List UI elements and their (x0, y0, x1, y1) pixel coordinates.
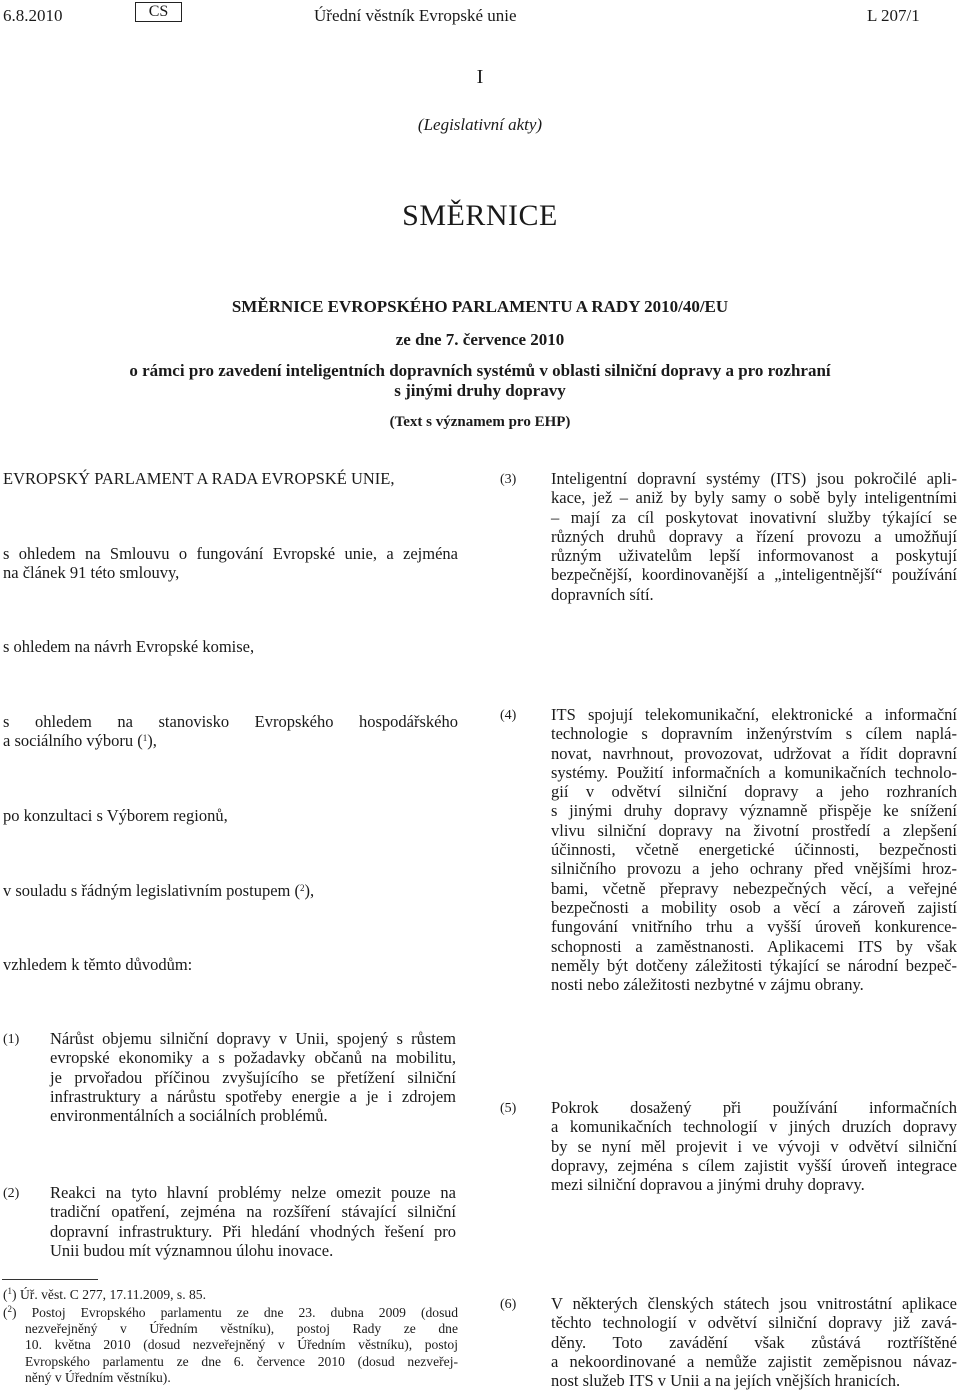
footnote-1-mark: 1 (7, 1286, 13, 1296)
recital-5-line: a komunikačních technologií v jiných druzích dopravy (551, 1117, 957, 1137)
recital-6-line: V některých členských státech jsou vnitrostátní aplikace (551, 1294, 957, 1313)
recital-4-line: schopnosti a zaměstnanosti. Aplikacemi ITS by však (551, 936, 957, 956)
section-subtitle: (Legislativní akty) (417, 115, 543, 134)
footnote-2-text: Postoj Evropského parlamentu ze dne 23. dubna 2009 (dosud (31, 1305, 458, 1320)
footnote-2-line: něný v Úředním věstníku). (25, 1369, 171, 1385)
recital-4-number: (4) (500, 708, 517, 723)
procedure-text: v souladu s řádným legislativním postupem ( (3, 881, 300, 900)
recital-2-line: Unii budou mít významnou úlohu inovace. (50, 1240, 334, 1260)
enacting-parties: EVROPSKÝ PARLAMENT A RADA EVROPSKÉ UNIE, (3, 469, 395, 488)
recital-2-line: tradiční opatření, zejména na rozšíření stávající silniční (50, 1202, 456, 1222)
recital-4-line: gií v odvětví silniční dopravy a jeho rozhraních (551, 782, 957, 802)
recital-3-number: (3) (500, 472, 517, 487)
recital-4-line: novat, navrhnout, provozovat, udržovat a řídit dopravní (551, 743, 957, 763)
citation-proposal: s ohledem na návrh Evropské komise, (3, 637, 255, 656)
header-date: 6.8.2010 (3, 6, 63, 25)
recital-6-line: těchto technologií v odvětví silniční dopravy již zavá- (551, 1313, 957, 1333)
citation-procedure (3, 881, 458, 900)
citation-treaty-line-1: s ohledem na Smlouvu o fungování Evropské unie, a zejména (3, 544, 458, 563)
citation-opinion-line-2 (3, 731, 458, 750)
recital-1-line: evropské ekonomiky a s požadavky občanů na mobilitu, (50, 1048, 456, 1068)
recital-4-line: silničního provozu a jeho ochrany před vnějšími hroz- (551, 859, 957, 879)
recital-4 (551, 705, 957, 994)
recital-6 (551, 1294, 957, 1390)
recital-4-line: s jinými druhy dopravy významně přispěje ke snížení (551, 801, 957, 821)
recital-6-line: a nekoordinované a nemůže zajistit zeměpisnou návaz- (551, 1351, 957, 1371)
section-number: I (476, 66, 484, 88)
recital-1-number: (1) (3, 1032, 20, 1047)
recital-4-line: vlivu silniční dopravy na životní prostředí a zlepšení (551, 820, 957, 840)
recital-3 (551, 469, 957, 604)
recital-6-number: (6) (500, 1297, 517, 1312)
subject-line-2: s jinými druhy dopravy (394, 381, 566, 400)
recital-5-line: Pokrok dosažený při používání informačních (551, 1098, 957, 1117)
recital-3-line: různých druhů dopravy a řízení provozu a umožňují (551, 526, 957, 546)
recital-4-line: nosti nebo záležitosti nezbytné v zájmu obrany. (551, 975, 864, 995)
recital-1-line: environmentálních a sociálních problémů. (50, 1106, 328, 1126)
eea-relevance: (Text s významem pro EHP) (389, 414, 571, 430)
recital-5-line: mezi silniční dopravou a jinými druhy dopravy. (551, 1175, 865, 1195)
footnote-1-text: Úř. věst. C 277, 17.11.2009, s. 85. (19, 1287, 206, 1302)
footnote-2-line: Evropského parlamentu ze dne 6. července 2010 (dosud nezveřej- (25, 1353, 458, 1369)
page-number: L 207/1 (867, 6, 920, 25)
opinion-end: ), (147, 731, 157, 751)
recital-4-line: ITS spojují telekomunikační, elektronické a informační (551, 705, 957, 724)
recital-3-line: kace, jež – aniž by byly samy o sobě byly inteligentními (551, 488, 957, 508)
footnote-2: ($^2$) Postoj Evropského parlamentu ze dne 23. dubna 2009 (dosud nezveřejněný v Úředním věstníku), postoj Rady ze dne 10. května 2010 (dosud nezveřejněný v Úředním věstníku), postoj Evropského parlamentu ze dne 6. července 2010 (dosud nezveřej- něný v Úředním věstníku). (3, 1304, 458, 1385)
document-type: SMĚRNICE (402, 199, 558, 232)
recital-4-line: bezpečnosti a mobility osob a věcí a zároveň zajistí (551, 897, 957, 917)
recital-2-line: dopravní infrastruktury. Při hledání vhodných řešení pro (50, 1221, 456, 1241)
recital-5-line: dopravy, zejména s cílem zajistit vyšší úroveň integrace (551, 1155, 957, 1175)
subject-line-1: o rámci pro zavedení inteligentních dopravních systémů v oblasti silniční dopravy a pro rozhraní (129, 361, 831, 380)
citation-opinion-line-1: s ohledem na stanovisko Evropského hospodářského (3, 712, 458, 731)
recital-4-line: neměly být dotčeny záležitosti týkající se národní bezpeč- (551, 955, 957, 975)
footnote-1: ($^1$) Úř. věst. C 277, 17.11.2009, s. 85. (3, 1286, 206, 1302)
citation-opinion (3, 712, 458, 751)
recital-4-line: systémy. Použití informačních a komunikačních technolo- (551, 762, 957, 782)
footnote-separator (2, 1279, 98, 1280)
footnote-2-line: nezveřejněný v Úředním věstníku), postoj Rady ze dne (25, 1321, 458, 1337)
whereas-intro: vzhledem k těmto důvodům: (3, 955, 193, 974)
directive-title: SMĚRNICE EVROPSKÉHO PARLAMENTU A RADY 2010/40/EU (231, 297, 729, 316)
recital-1-line: infrastruktury a nárůstu spotřeby energie a je i zdrojem (50, 1086, 456, 1106)
recital-4-line: fungování vnitřního trhu a vyšší úroveň konkurence- (551, 917, 957, 937)
recital-5 (551, 1098, 957, 1194)
recital-1-line: Nárůst objemu silniční dopravy v Unii, spojený s růstem (50, 1029, 456, 1048)
procedure-end: ), (304, 881, 315, 900)
directive-date: ze dne 7. července 2010 (395, 330, 565, 349)
recital-6-line: děny. Toto zavádění však zůstává roztříštěné (551, 1332, 957, 1352)
recital-3-line: různým uživatelům lepší informovanost a poskytují (551, 546, 957, 566)
recital-4-line: účinnosti, včetně energetické účinnosti, bezpečnosti (551, 840, 957, 860)
journal-title: Úřední věstník Evropské unie (314, 6, 517, 25)
recital-5-number: (5) (500, 1101, 517, 1116)
recital-4-line: bami, včetně přepravy nebezpečných věcí, a veřejné (551, 878, 957, 898)
recital-4-line: technologie s dopravním inženýrstvím s cílem naplá- (551, 724, 957, 744)
citation-treaty (3, 544, 458, 583)
recital-3-line: Inteligentní dopravní systémy (ITS) jsou pokročilé apli- (551, 469, 957, 488)
footnote-2-mark: 2 (7, 1304, 13, 1314)
recital-1-line: je prvořadou příčinou zvyšujícího se přetížení silniční (50, 1067, 456, 1087)
language-badge: CS (135, 2, 182, 22)
recital-2-number: (2) (3, 1186, 20, 1201)
recital-6-line: nost služeb ITS v Unii a na jejích vnějších hranicích. (551, 1371, 901, 1391)
directive-subject (0, 361, 960, 401)
footnote-ref-1: 1 (142, 733, 148, 744)
footnote-ref-2: 2 (299, 883, 305, 893)
recital-2-line: Reakci na tyto hlavní problémy nelze omezit pouze na (50, 1183, 456, 1202)
footnote-2-line: 10. května 2010 (dosud nezveřejněný v Úředním věstníku), postoj (25, 1337, 458, 1353)
recital-1 (50, 1029, 456, 1125)
recital-5-line: by se nyní měl projevit i ve vývoji v odvětví silniční (551, 1136, 957, 1156)
recital-2 (50, 1183, 456, 1260)
opinion-text: a sociálního výboru ( (3, 731, 143, 751)
citation-regions: po konzultaci s Výborem regionů, (3, 806, 228, 825)
recital-3-line: bezpečnější, koordinovanější a „inteligentnější“ používání (551, 565, 957, 585)
recital-3-line: dopravních sítí. (551, 584, 654, 604)
recital-3-line: – mají za cíl poskytovat inovativní služby týkající se (551, 507, 957, 527)
citation-treaty-line-2: na článek 91 této smlouvy, (3, 563, 180, 583)
